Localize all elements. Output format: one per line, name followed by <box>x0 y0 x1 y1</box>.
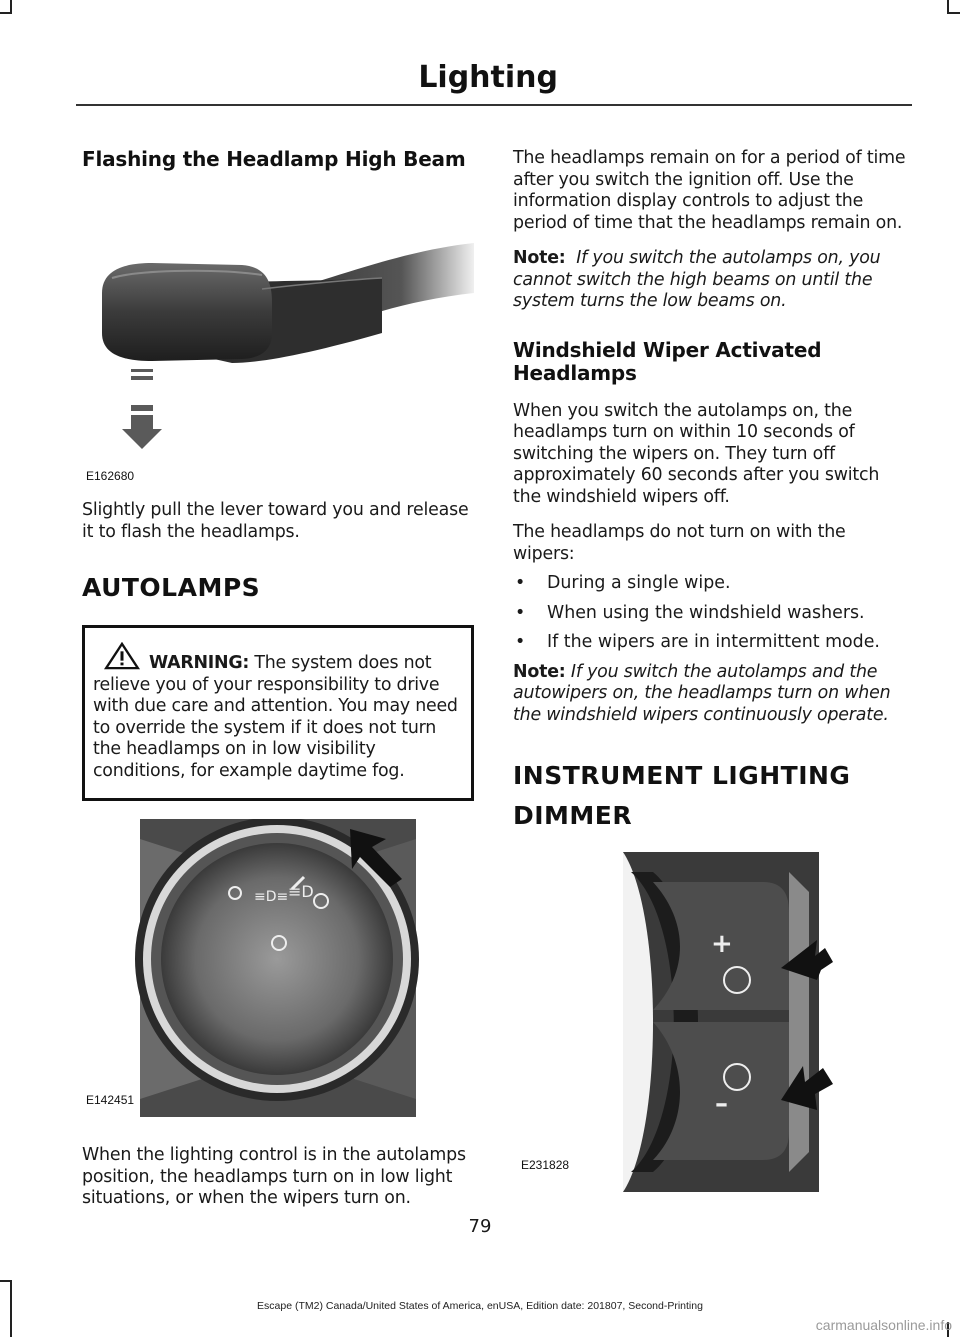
figure-code: E142451 <box>86 1093 135 1107</box>
warning-text: The system does not relieve you of your responsibility to drive with due care and attention. You may need to override the system if it does not turn the headlamps on in low visibility conditions, for example daytime fog. <box>93 653 458 781</box>
wiper-text: When you switch the autolamps on, the headlamps turn on within 10 seconds of switching the wipers on. They turn off approximately 60 seconds after you switch the windshield wipers off. <box>513 400 880 507</box>
figure-code: E231828 <box>521 1158 570 1172</box>
figure-headlamp-lever <box>82 183 474 483</box>
wipers-intro: The headlamps do not turn on with the wipers: <box>513 522 846 564</box>
svg-text:≡D≡: ≡D≡ <box>254 889 289 905</box>
crop-mark-bl-h <box>0 1280 12 1282</box>
figure-lighting-control <box>82 819 474 1121</box>
list-item: • During a single wipe. <box>515 573 731 593</box>
wiper-heading: Windshield Wiper Activated Headlamps <box>513 337 822 385</box>
lever-illustration <box>82 183 474 391</box>
dimmer-heading: INSTRUMENT LIGHTING DIMMER <box>513 761 851 830</box>
page-title: Lighting <box>418 60 558 95</box>
flash-heading: Flashing the Headlamp High Beam <box>82 147 466 171</box>
edition-footer: Escape (TM2) Canada/United States of America, enUSA, Edition date: 201807, Second-Printing <box>257 1300 703 1312</box>
figure-dimmer-switch <box>513 852 909 1192</box>
warning-label: WARNING: <box>149 653 250 673</box>
header-rule <box>76 104 912 106</box>
figure-code: E162680 <box>86 469 135 483</box>
left-column <box>82 146 474 1210</box>
autolamps-heading: AUTOLAMPS <box>82 573 261 602</box>
crop-mark-tr-h <box>947 12 960 14</box>
right-column <box>513 146 909 1192</box>
svg-text:–: – <box>715 1089 728 1119</box>
warning-triangle-icon <box>103 642 141 670</box>
note-text: If you switch the autolamps on, you cannot switch the high beams on until the system turns the low beams on. <box>513 248 881 311</box>
down-arrow-icon <box>131 369 153 380</box>
down-arrow-icon <box>122 405 162 465</box>
page-number: 79 <box>468 1216 492 1237</box>
svg-text:≡D: ≡D <box>288 882 314 901</box>
list-item: • When using the windshield washers. <box>515 602 865 623</box>
crop-mark-tl-h <box>0 12 12 14</box>
list-item: • If the wipers are in intermittent mode. <box>515 632 880 652</box>
note-label: Note: <box>513 248 566 268</box>
dimmer-switch-illustration <box>513 852 909 1192</box>
wiper-conditions-list <box>513 573 909 654</box>
flash-text: Slightly pull the lever toward you and release it to flash the headlamps. <box>82 500 469 542</box>
autolamps-text: When the lighting control is in the autolamps position, the headlamps turn on in low light situations, or when the wipers turn on. <box>82 1145 466 1208</box>
svg-text:+: + <box>711 929 733 959</box>
note-label: Note: <box>513 661 566 682</box>
note-text: If you switch the autolamps and the autowipers on, the headlamps turn on when the windshield wipers continuously operate. <box>513 661 891 725</box>
warning-box <box>82 625 474 801</box>
watermark: carmanualsonline.info <box>815 1317 952 1333</box>
note-autowipers <box>513 662 909 727</box>
lighting-control-illustration <box>82 819 474 1121</box>
note-autolamps <box>513 248 909 313</box>
remain-text: The headlamps remain on for a period of time after you switch the ignition off. Use the information display controls to adjust the period of time that the headlamps remain on. <box>513 148 906 233</box>
